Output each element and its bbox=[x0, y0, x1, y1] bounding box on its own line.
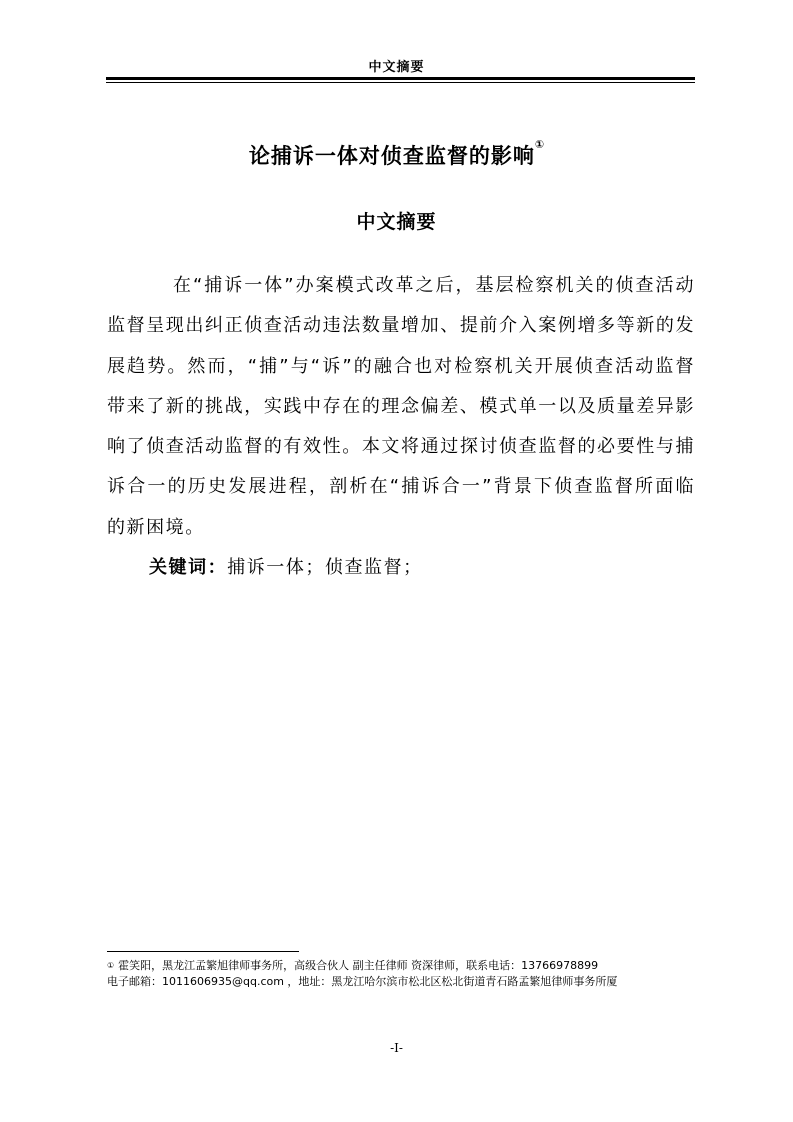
footnote-line-1 bbox=[107, 958, 707, 974]
header-rule-thick bbox=[106, 77, 695, 80]
abstract-heading: 中文摘要 bbox=[356, 211, 437, 233]
paper-title bbox=[0, 140, 793, 170]
running-header: 中文摘要 bbox=[368, 60, 425, 75]
header-rule-thin bbox=[106, 82, 695, 83]
title-footnote-marker[interactable]: ① bbox=[534, 138, 545, 151]
footnote-marker: ① bbox=[107, 961, 115, 970]
footnote bbox=[107, 958, 707, 990]
footnote-line-2: 电子邮箱：1011606935@qq.com ，地址：黑龙江哈尔滨市松北区松北街道青石路孟繁旭律师事务所厦 bbox=[107, 975, 618, 988]
footnote-separator bbox=[107, 951, 299, 952]
keywords-label: 关键词： bbox=[149, 557, 228, 579]
keywords-line bbox=[107, 548, 695, 588]
keywords-value: 捕诉一体；侦查监督； bbox=[227, 557, 423, 579]
abstract-body bbox=[107, 266, 695, 588]
page-number: -I- bbox=[390, 1041, 403, 1055]
abstract-paragraph: 在“捕诉一体”办案模式改革之后，基层检察机关的侦查活动监督呈现出纠正侦查活动违法数量增加、提前介入案例增多等新的发展趋势。然而，“捕”与“诉”的融合也对检察机关开展侦查活动监督带来了新的挑战，实践中存在的理念偏差、模式单一以及质量差异影响了侦查活动监督的有效性。本文将通过探讨侦查监督的必要性与捕诉合一的历史发展进程，剖析在“捕诉合一”背景下侦查监督所面临的新困境。 bbox=[107, 275, 695, 538]
footnote-author-info: 霍笑阳，黑龙江孟繁旭律师事务所，高级合伙人 副主任律师 资深律师，联系电话：13766978899 bbox=[118, 959, 599, 972]
paper-title-text: 论捕诉一体对侦查监督的影响 bbox=[248, 144, 535, 168]
